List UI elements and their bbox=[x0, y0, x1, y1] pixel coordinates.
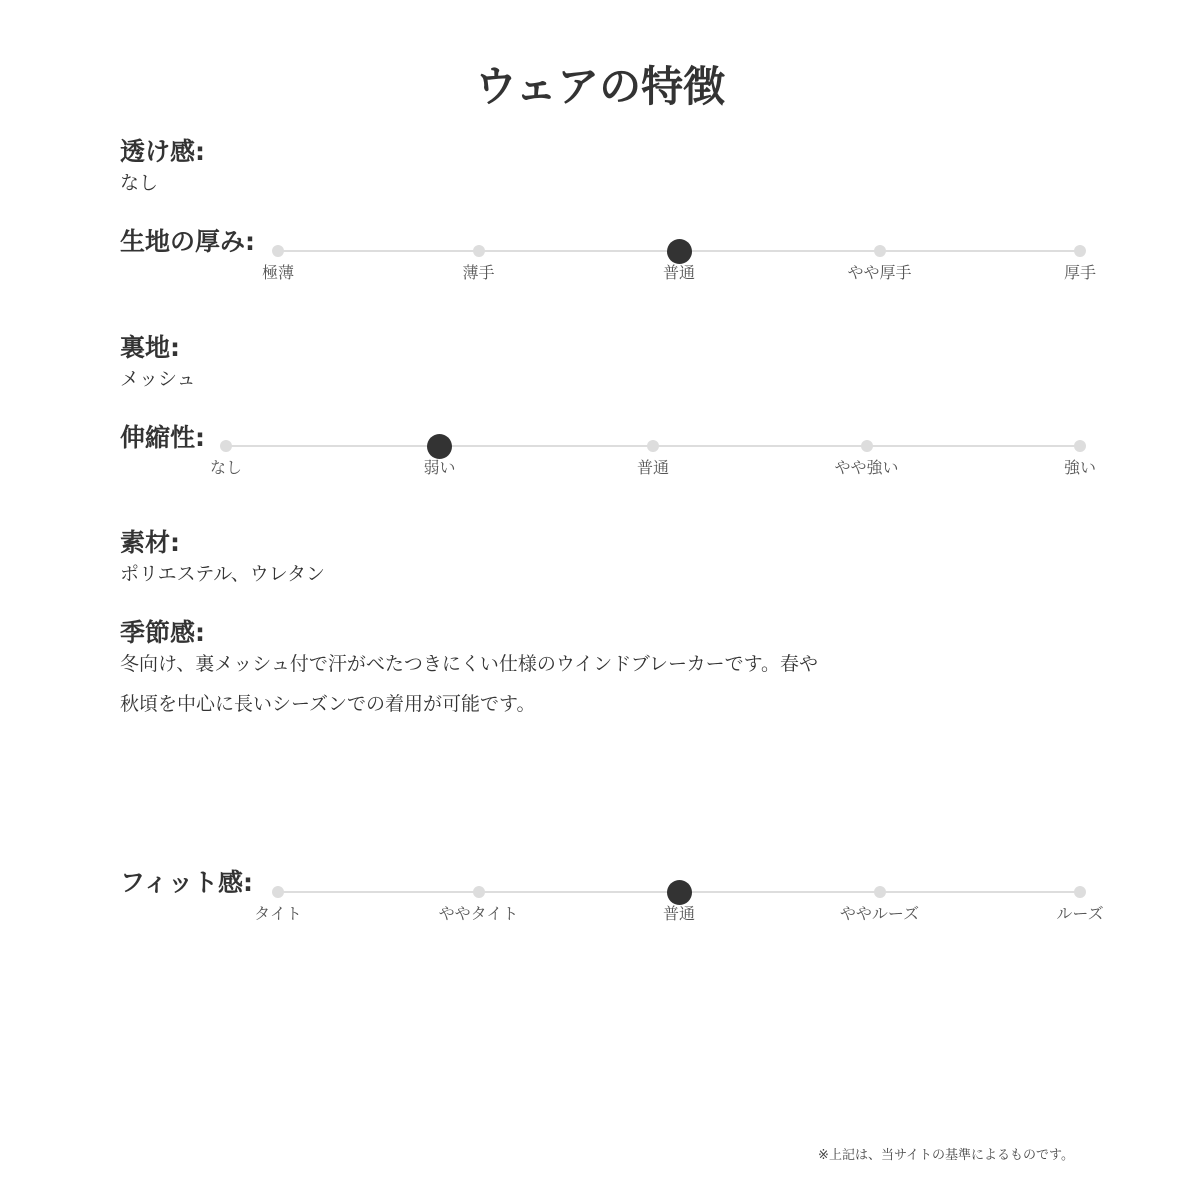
fit-selected-dot bbox=[667, 880, 692, 905]
fit-dot bbox=[272, 886, 284, 898]
fit-level-label: 普通 bbox=[662, 904, 695, 923]
thickness-selected-dot bbox=[667, 239, 692, 264]
sheer-value: なし bbox=[120, 172, 159, 194]
lining-label: 裏地: bbox=[120, 333, 180, 362]
fit-level-label: タイト bbox=[254, 904, 302, 923]
material-label: 素材: bbox=[120, 528, 180, 557]
page-title: ウェアの特徴 bbox=[474, 62, 726, 111]
stretch-level-label: 弱い bbox=[423, 458, 456, 477]
thickness-label: 生地の厚み: bbox=[120, 227, 255, 256]
stretch-level-label: なし bbox=[209, 458, 242, 477]
stretch-label: 伸縮性: bbox=[120, 423, 205, 452]
fit-dot bbox=[874, 886, 886, 898]
fit-level-label: ややルーズ bbox=[839, 904, 920, 923]
thickness-level-label: 普通 bbox=[662, 263, 695, 282]
fit-level-label: ルーズ bbox=[1056, 904, 1104, 923]
stretch-selected-dot bbox=[427, 434, 452, 459]
season-text-line-2: 秋頃を中心に長いシーズンでの着用が可能です。 bbox=[120, 693, 536, 715]
thickness-level-label: やや厚手 bbox=[847, 263, 912, 282]
stretch-level-label: やや強い bbox=[834, 458, 899, 477]
footnote: ※上記は、当サイトの基準によるものです。 bbox=[818, 1148, 1074, 1163]
stretch-scale bbox=[209, 431, 1096, 491]
stretch-dot bbox=[1074, 440, 1086, 452]
fit-scale bbox=[254, 877, 1104, 937]
thickness-dot bbox=[473, 245, 485, 257]
thickness-scale bbox=[261, 236, 1096, 296]
lining-value: メッシュ bbox=[120, 368, 196, 390]
stretch-level-label: 強い bbox=[1063, 458, 1096, 477]
fit-dot bbox=[473, 886, 485, 898]
thickness-dot bbox=[272, 245, 284, 257]
thickness-dot bbox=[874, 245, 886, 257]
stretch-dot bbox=[647, 440, 659, 452]
thickness-level-label: 極薄 bbox=[261, 263, 294, 282]
fit-dot bbox=[1074, 886, 1086, 898]
material-value: ポリエステル、ウレタン bbox=[120, 563, 326, 585]
sheer-label: 透け感: bbox=[120, 137, 205, 166]
season-text-line-1: 冬向け、裏メッシュ付で汗がべたつきにくい仕様のウインドブレーカーです。春や bbox=[120, 653, 819, 675]
season-label: 季節感: bbox=[120, 618, 205, 647]
thickness-level-label: 厚手 bbox=[1063, 263, 1096, 282]
stretch-dot bbox=[220, 440, 232, 452]
thickness-dot bbox=[1074, 245, 1086, 257]
thickness-level-label: 薄手 bbox=[462, 263, 495, 282]
fit-label: フィット感: bbox=[120, 868, 253, 897]
stretch-dot bbox=[861, 440, 873, 452]
stretch-level-label: 普通 bbox=[636, 458, 669, 477]
fit-level-label: ややタイト bbox=[438, 904, 519, 923]
